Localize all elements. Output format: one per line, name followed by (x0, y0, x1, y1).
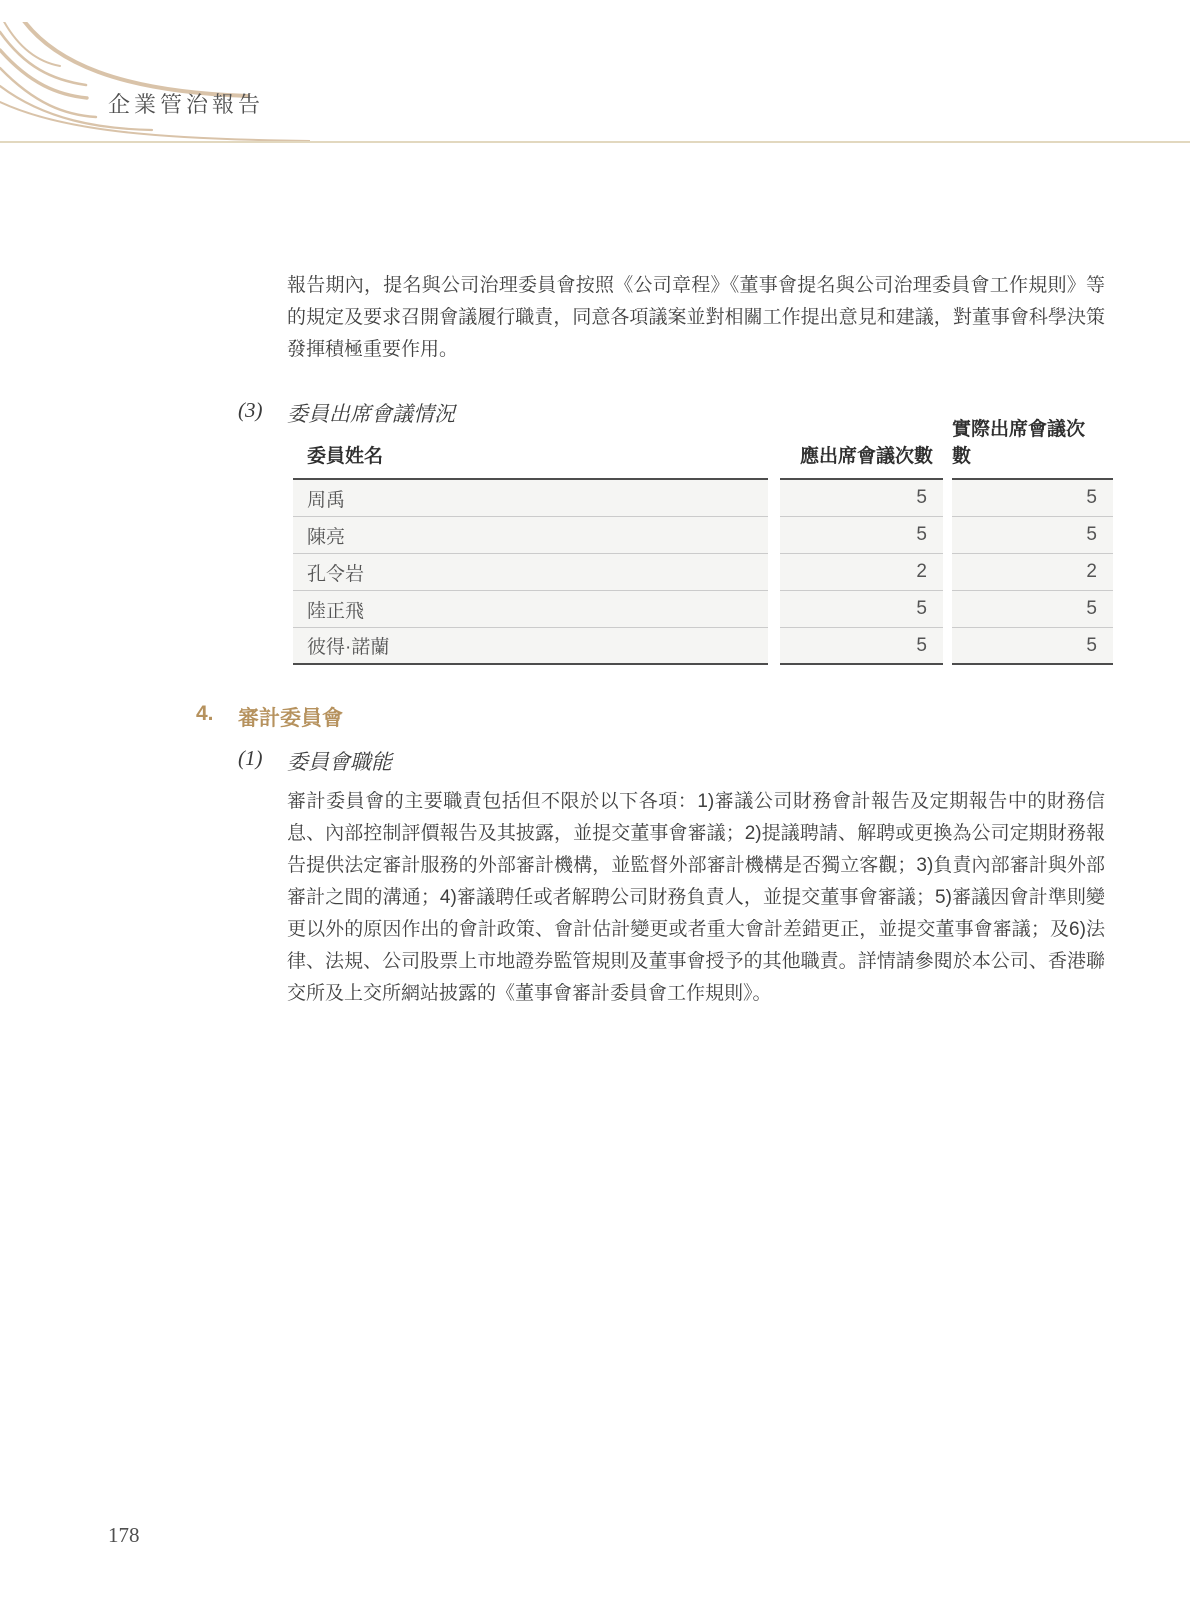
member-name-cell: 陳亮 (293, 517, 768, 554)
attendance-section-number: (3) (238, 398, 263, 422)
column-header-required-attendance: 應出席會議次數 (780, 440, 943, 480)
decorative-curves-icon (0, 22, 310, 146)
column-gutter (943, 517, 952, 554)
required-attendance-cell: 5 (780, 517, 943, 554)
audit-committee-section-title: 審計委員會 (238, 707, 343, 730)
committee-function-heading (238, 746, 392, 776)
table-row (293, 517, 1113, 554)
committee-function-number: (1) (238, 746, 263, 770)
page-title: 企業管治報告 (108, 92, 265, 117)
column-gutter (943, 440, 952, 480)
required-attendance-cell: 5 (780, 591, 943, 628)
table-row (293, 628, 1113, 665)
audit-committee-section-number: 4. (196, 702, 214, 725)
column-header-member-name: 委員姓名 (293, 440, 768, 480)
table-row (293, 591, 1113, 628)
actual-attendance-cell: 5 (952, 480, 1113, 517)
member-name-cell: 陸正飛 (293, 591, 768, 628)
column-gutter (943, 628, 952, 665)
column-gutter (943, 480, 952, 517)
column-gutter (768, 591, 780, 628)
attendance-section-title: 委員出席會議情況 (287, 402, 455, 426)
actual-attendance-cell: 2 (952, 554, 1113, 591)
audit-committee-paragraph: 審計委員會的主要職責包括但不限於以下各項：1)審議公司財務會計報告及定期報告中的財務信息、內部控制評價報告及其披露，並提交董事會審議；2)提議聘請、解聘或更換為公司定期財務報告提供法定審計服務的外部審計機構，並監督外部審計機構是否獨立客觀；3)負責內部審計與外部審計之間的溝通；4)審議聘任或者解聘公司財務負責人，並提交董事會審議；5)審議因會計準則變更以外的原因作出的會計政策、會計估計變更或者重大會計差錯更正，並提交董事會審議；及6)法律、法規、公司股票上市地證券監管規則及董事會授予的其他職責。詳情請參閱於本公司、香港聯交所及上交所網站披露的《董事會審計委員會工作規則》。 (287, 791, 1105, 1004)
column-header-actual-attendance: 實際出席會議次數 (952, 440, 1113, 480)
column-gutter (768, 440, 780, 480)
required-attendance-cell: 5 (780, 480, 943, 517)
column-gutter (943, 591, 952, 628)
table-row (293, 554, 1113, 591)
intro-paragraph: 報告期內，提名與公司治理委員會按照《公司章程》《董事會提名與公司治理委員會工作規則》等的規定及要求召開會議履行職責，同意各項議案並對相關工作提出意見和建議，對董事會科學決策發揮積極重要作用。 (287, 275, 1105, 360)
attendance-table-header-row (293, 419, 1113, 480)
column-gutter (943, 554, 952, 591)
required-attendance-cell: 5 (780, 628, 943, 665)
header-divider (0, 141, 1190, 143)
page-number: 178 (108, 1523, 140, 1547)
actual-attendance-cell: 5 (952, 628, 1113, 665)
table-row (293, 480, 1113, 517)
column-gutter (768, 480, 780, 517)
member-name-cell: 周禹 (293, 480, 768, 517)
column-gutter (768, 554, 780, 591)
actual-attendance-cell: 5 (952, 517, 1113, 554)
audit-committee-section-heading (196, 702, 343, 732)
attendance-section-heading (238, 398, 455, 428)
column-gutter (768, 628, 780, 665)
member-name-cell: 孔令岩 (293, 554, 768, 591)
attendance-table (293, 419, 1113, 665)
member-name-cell: 彼得·諾蘭 (293, 628, 768, 665)
required-attendance-cell: 2 (780, 554, 943, 591)
committee-function-title: 委員會職能 (287, 750, 392, 774)
actual-attendance-cell: 5 (952, 591, 1113, 628)
column-gutter (768, 517, 780, 554)
